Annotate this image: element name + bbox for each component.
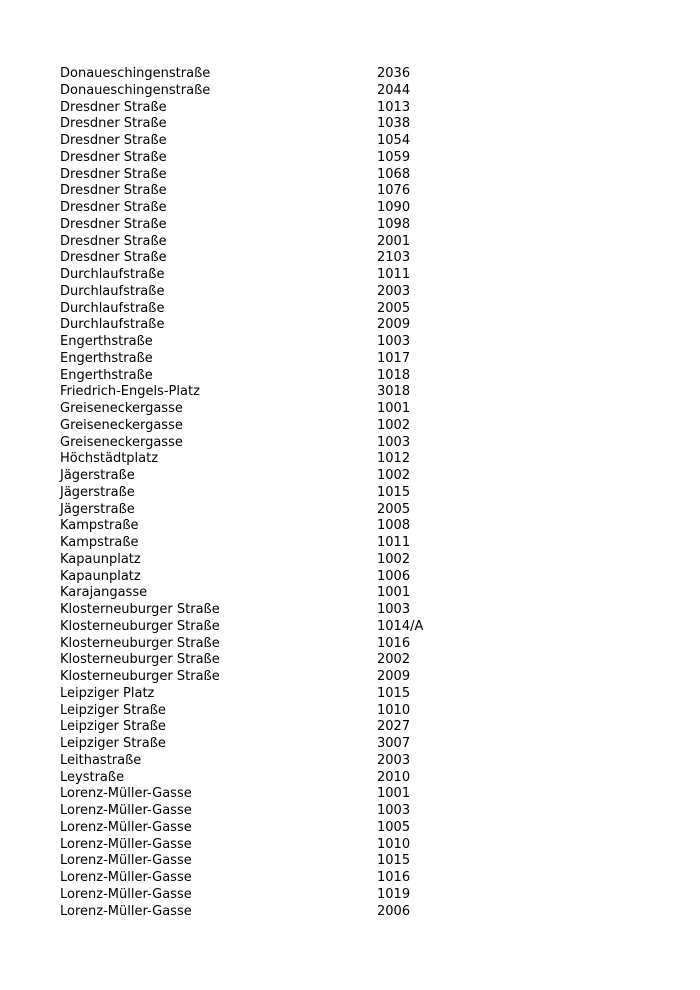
- list-item: [60, 535, 660, 552]
- list-item: [60, 552, 660, 569]
- house-number: 2027: [377, 719, 411, 735]
- list-item: [60, 703, 660, 720]
- list-item: [60, 468, 660, 485]
- street-name: Leipziger Platz: [60, 685, 155, 701]
- house-number: 1098: [377, 216, 411, 232]
- house-number: 1001: [377, 585, 411, 601]
- list-item: [60, 368, 660, 385]
- list-item: [60, 569, 660, 586]
- house-number: 2005: [377, 300, 411, 316]
- street-name: Durchlaufstraße: [60, 317, 165, 333]
- house-number: 2003: [377, 752, 411, 768]
- list-item: [60, 334, 660, 351]
- house-number: 2003: [377, 283, 411, 299]
- house-number: 1015: [377, 685, 411, 701]
- house-number: 1003: [377, 334, 411, 349]
- street-name: Dresdner Straße: [60, 233, 167, 249]
- house-number: 1019: [377, 886, 411, 902]
- list-item: [60, 284, 660, 301]
- house-number: 2044: [377, 82, 411, 98]
- list-item: [60, 250, 660, 267]
- house-number: 1003: [377, 803, 411, 818]
- street-name: Lorenz-Müller-Gasse: [60, 836, 192, 852]
- list-item: [60, 786, 660, 803]
- house-number: 1059: [377, 149, 411, 165]
- street-name: Lorenz-Müller-Gasse: [60, 786, 192, 802]
- house-number: 1017: [377, 350, 411, 366]
- street-name: Greiseneckergasse: [60, 401, 183, 416]
- house-number: 2010: [377, 769, 411, 785]
- list-item: [60, 585, 660, 602]
- house-number: 1076: [377, 183, 411, 199]
- street-name: Durchlaufstraße: [60, 283, 165, 299]
- list-item: [60, 686, 660, 703]
- street-name: Donaueschingenstraße: [60, 82, 211, 98]
- house-number: 2006: [377, 903, 411, 919]
- street-name: Lorenz-Müller-Gasse: [60, 903, 192, 919]
- house-number: 1003: [377, 602, 411, 617]
- street-name: Jägerstraße: [60, 484, 135, 500]
- house-number: 1001: [377, 786, 411, 802]
- street-name: Greiseneckergasse: [60, 417, 183, 433]
- address-list: [60, 66, 660, 920]
- house-number: 1011: [377, 535, 411, 550]
- list-item: [60, 100, 660, 117]
- house-number: 2009: [377, 317, 411, 333]
- list-item: [60, 485, 660, 502]
- list-item: [60, 435, 660, 452]
- house-number: 1011: [377, 267, 411, 282]
- street-name: Lorenz-Müller-Gasse: [60, 853, 192, 869]
- list-item: [60, 150, 660, 167]
- street-name: Durchlaufstraße: [60, 267, 165, 282]
- street-name: Dresdner Straße: [60, 250, 167, 266]
- street-name: Leipziger Straße: [60, 736, 166, 751]
- street-name: Klosterneuburger Straße: [60, 652, 220, 668]
- list-item: [60, 619, 660, 636]
- house-number: 1015: [377, 484, 411, 500]
- list-item: [60, 770, 660, 787]
- house-number: 1016: [377, 870, 411, 885]
- street-name: Kapaunplatz: [60, 551, 141, 567]
- street-name: Friedrich-Engels-Platz: [60, 384, 200, 400]
- house-number: 1001: [377, 401, 411, 416]
- list-item: [60, 66, 660, 83]
- street-name: Lorenz-Müller-Gasse: [60, 870, 192, 885]
- street-name: Klosterneuburger Straße: [60, 669, 220, 684]
- street-name: Leipziger Straße: [60, 719, 166, 735]
- street-name: Karajangasse: [60, 585, 148, 601]
- list-item: [60, 217, 660, 234]
- street-name: Kampstraße: [60, 535, 139, 550]
- list-item: [60, 401, 660, 418]
- list-item: [60, 384, 660, 401]
- street-name: Dresdner Straße: [60, 99, 167, 115]
- list-item: [60, 887, 660, 904]
- house-number: 1016: [377, 635, 411, 651]
- house-number: 1038: [377, 116, 411, 132]
- list-item: [60, 167, 660, 184]
- list-item: [60, 518, 660, 535]
- house-number: 1002: [377, 468, 411, 483]
- street-name: Dresdner Straße: [60, 183, 167, 199]
- street-name: Klosterneuburger Straße: [60, 635, 220, 651]
- street-name: Lorenz-Müller-Gasse: [60, 803, 192, 818]
- street-name: Kapaunplatz: [60, 568, 141, 584]
- list-item: [60, 837, 660, 854]
- street-name: Lorenz-Müller-Gasse: [60, 886, 192, 902]
- street-name: Greiseneckergasse: [60, 434, 183, 450]
- house-number: 1010: [377, 702, 411, 718]
- list-item: [60, 351, 660, 368]
- list-item: [60, 904, 660, 921]
- street-name: Engerthstraße: [60, 350, 153, 366]
- list-item: [60, 753, 660, 770]
- house-number: 1090: [377, 200, 411, 215]
- house-number: 1015: [377, 853, 411, 869]
- street-name: Höchstädtplatz: [60, 451, 159, 467]
- list-item: [60, 736, 660, 753]
- list-item: [60, 200, 660, 217]
- house-number: 1008: [377, 518, 411, 534]
- house-number: 2001: [377, 233, 411, 249]
- house-number: 1014/A: [377, 618, 424, 634]
- street-name: Dresdner Straße: [60, 116, 167, 132]
- street-name: Jägerstraße: [60, 468, 135, 483]
- list-item: [60, 870, 660, 887]
- list-item: [60, 83, 660, 100]
- street-name: Kampstraße: [60, 518, 139, 534]
- house-number: 2103: [377, 250, 411, 266]
- list-item: [60, 853, 660, 870]
- list-item: [60, 820, 660, 837]
- list-item: [60, 652, 660, 669]
- house-number: 1003: [377, 434, 411, 450]
- list-item: [60, 803, 660, 820]
- house-number: 2036: [377, 66, 411, 81]
- list-item: [60, 116, 660, 133]
- house-number: 3018: [377, 384, 411, 400]
- list-item: [60, 451, 660, 468]
- street-name: Klosterneuburger Straße: [60, 602, 220, 617]
- house-number: 1068: [377, 166, 411, 182]
- house-number: 1018: [377, 367, 411, 383]
- street-name: Donaueschingenstraße: [60, 66, 211, 81]
- list-item: [60, 669, 660, 686]
- house-number: 1054: [377, 133, 411, 148]
- house-number: 2009: [377, 669, 411, 684]
- house-number: 1012: [377, 451, 411, 467]
- list-item: [60, 133, 660, 150]
- street-name: Engerthstraße: [60, 334, 153, 349]
- street-name: Jägerstraße: [60, 501, 135, 517]
- house-number: 2005: [377, 501, 411, 517]
- list-item: [60, 636, 660, 653]
- street-name: Durchlaufstraße: [60, 300, 165, 316]
- house-number: 3007: [377, 736, 411, 751]
- street-name: Dresdner Straße: [60, 166, 167, 182]
- house-number: 1006: [377, 568, 411, 584]
- list-item: [60, 183, 660, 200]
- list-item: [60, 234, 660, 251]
- house-number: 1005: [377, 819, 411, 835]
- list-item: [60, 602, 660, 619]
- street-name: Leithastraße: [60, 752, 142, 768]
- street-name: Lorenz-Müller-Gasse: [60, 819, 192, 835]
- list-item: [60, 502, 660, 519]
- street-name: Dresdner Straße: [60, 200, 167, 215]
- house-number: 2002: [377, 652, 411, 668]
- street-name: Engerthstraße: [60, 367, 153, 383]
- house-number: 1002: [377, 417, 411, 433]
- street-name: Dresdner Straße: [60, 149, 167, 165]
- list-item: [60, 317, 660, 334]
- list-item: [60, 418, 660, 435]
- street-name: Leystraße: [60, 769, 125, 785]
- list-item: [60, 301, 660, 318]
- house-number: 1013: [377, 99, 411, 115]
- street-name: Dresdner Straße: [60, 216, 167, 232]
- list-item: [60, 267, 660, 284]
- house-number: 1002: [377, 551, 411, 567]
- street-name: Dresdner Straße: [60, 133, 167, 148]
- list-item: [60, 719, 660, 736]
- house-number: 1010: [377, 836, 411, 852]
- street-name: Leipziger Straße: [60, 702, 166, 718]
- street-name: Klosterneuburger Straße: [60, 618, 220, 634]
